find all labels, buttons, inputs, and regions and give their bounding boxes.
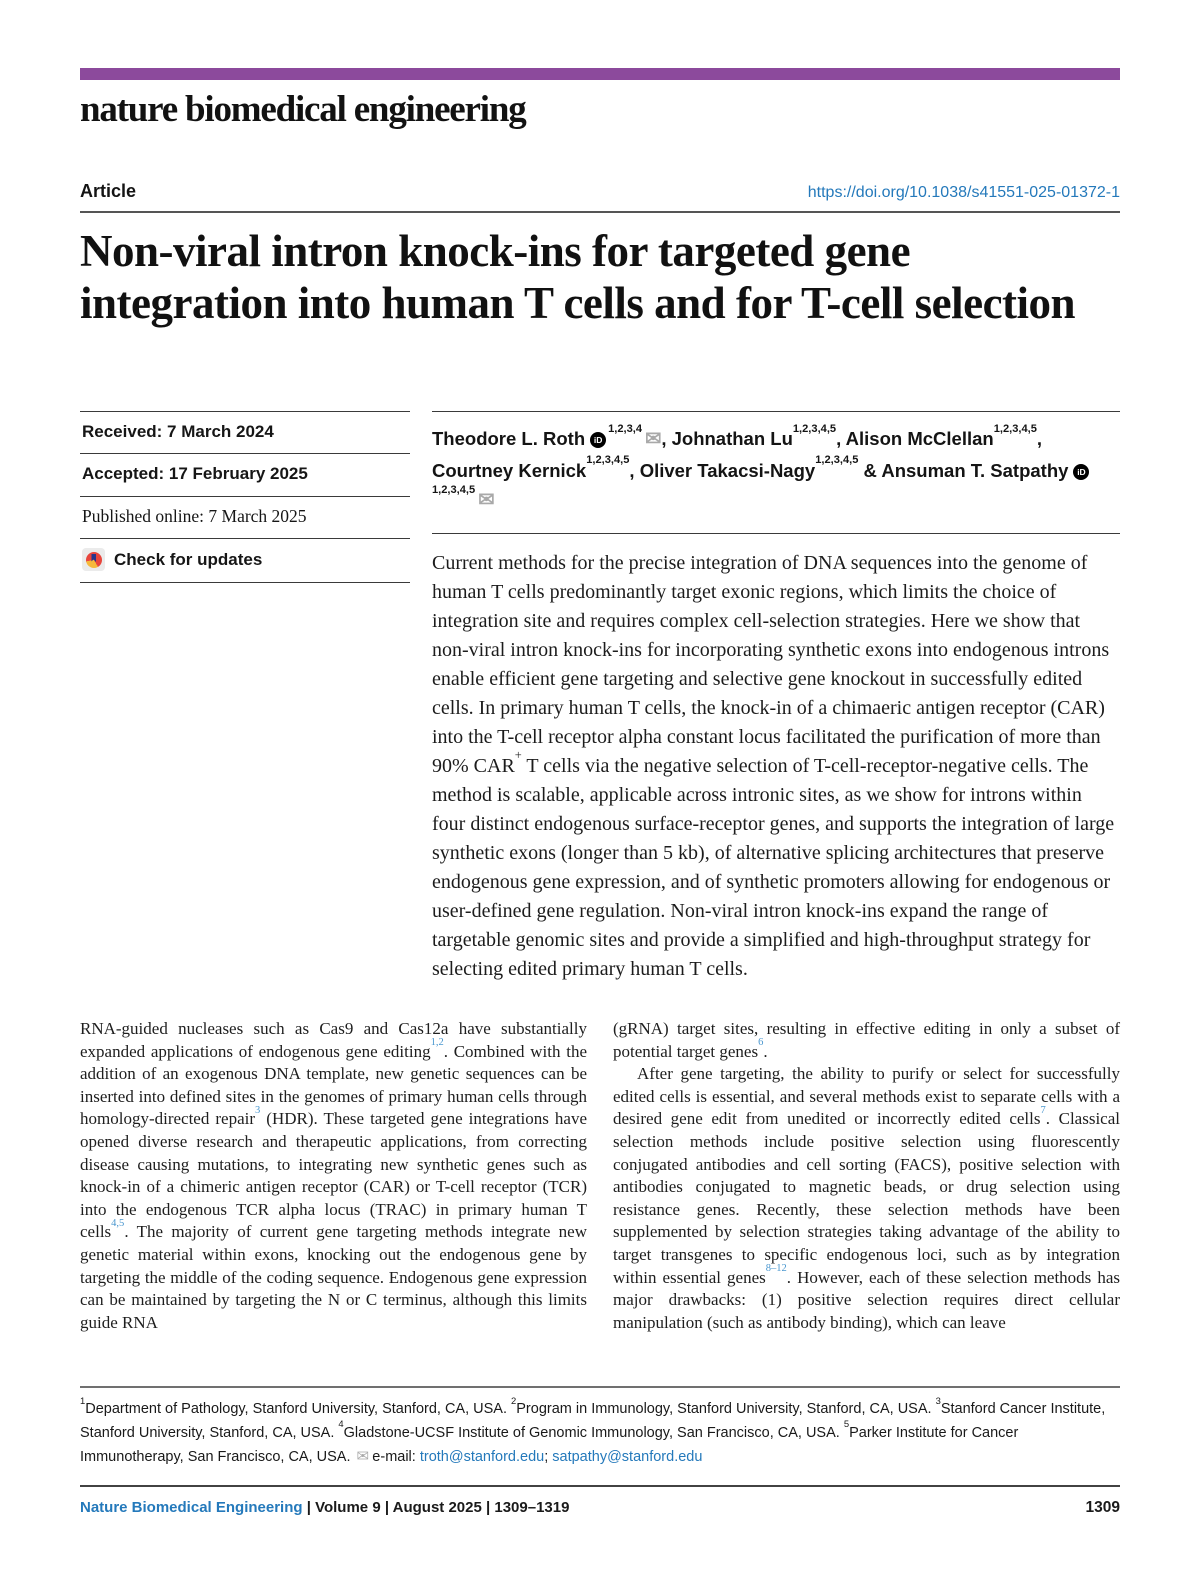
author-affiliation-sup: 1,2,3,4,5 bbox=[993, 422, 1037, 435]
info-section bbox=[80, 411, 1120, 984]
citation-ref[interactable]: 6 bbox=[758, 1037, 764, 1049]
author-name: Theodore L. Roth iD$^{1,2,3,4}$ ✉ bbox=[432, 422, 662, 451]
author-affiliation-sup: 1,2,3,4,5 bbox=[792, 422, 837, 435]
superscript: 1 bbox=[80, 1394, 86, 1406]
published-date: Published online: 7 March 2025 bbox=[80, 496, 410, 539]
check-for-updates-label: Check for updates bbox=[114, 550, 263, 570]
authors-and-abstract bbox=[432, 411, 1120, 984]
superscript: + bbox=[514, 747, 522, 762]
body-paragraph: (gRNA) target sites, resulting in effective editing in only a subset of potential target genes$^6$. bbox=[613, 1018, 1120, 1061]
affiliations-footnote bbox=[80, 1386, 1120, 1469]
email-icon[interactable]: ✉ bbox=[478, 489, 495, 512]
author-affiliation-sup: 1,2,3,4,5 bbox=[586, 454, 630, 467]
journal-logotype: nature biomedical engineering bbox=[80, 89, 526, 130]
citation-ref[interactable]: 3 bbox=[255, 1104, 261, 1116]
author-name: Oliver Takacsi-Nagy$^{1,2,3,4,5}$ bbox=[639, 454, 859, 481]
orcid-icon[interactable]: iD bbox=[1073, 464, 1089, 480]
author-affiliation-sup: 1,2,3,4 bbox=[608, 422, 643, 435]
crossmark-icon bbox=[82, 548, 105, 571]
page-number: 1309 bbox=[1085, 1499, 1120, 1517]
article-header-row bbox=[80, 181, 1120, 202]
orcid-icon[interactable]: iD bbox=[590, 432, 606, 448]
paper-title: Non-viral intron knock-ins for targeted gene integration into human T cells and for T-cell selection bbox=[80, 225, 1076, 328]
email-link-troth[interactable]: troth@stanford.edu bbox=[419, 1448, 545, 1465]
citation-ref[interactable]: 1,2 bbox=[430, 1037, 444, 1049]
footer-journal-link[interactable]: Nature Biomedical Engineering bbox=[80, 1499, 303, 1517]
footer-citation bbox=[80, 1499, 569, 1516]
body-paragraph: RNA-guided nucleases such as Cas9 and Cas12a have substantially expanded applications of endogenous gene editing$^{1,2}$. Combined with the addition of an exogenous DNA template, new genetic sequences can be inserted into defined sites in the genomes of primary human cells through homology-directed repair$^3$ (HDR). These targeted gene integrations have opened diverse research and therapeutic applications, from correcting disease causing mutations, to integrating new synthetic genes such as knock-in of a chimeric antigen receptor (CAR) or T-cell receptor (TCR) into the endogenous TCR alpha locus (TRAC) in primary human T cells$^{4,5}$. The majority of current gene targeting methods integrate new genetic material within exons, knocking out the endogenous gene by targeting the middle of the coding sequence. Endogenous gene expression can be maintained by targeting the N or C terminus, although this limits guide RNA bbox=[80, 1018, 587, 1332]
email-icon: ✉ bbox=[356, 1447, 370, 1465]
article-body bbox=[80, 1018, 1120, 1335]
journal-accent-bar bbox=[80, 68, 1120, 80]
citation-ref[interactable]: 8–12 bbox=[765, 1263, 787, 1275]
superscript: 2 bbox=[511, 1394, 517, 1406]
page-footer bbox=[80, 1485, 1120, 1517]
received-date: Received: 7 March 2024 bbox=[80, 411, 410, 453]
article-history bbox=[80, 411, 410, 583]
superscript: 4 bbox=[338, 1418, 344, 1430]
author-affiliation-sup: 1,2,3,4,5 bbox=[432, 484, 476, 497]
footer-volume-info: | Volume 9 | August 2025 | 1309–1319 bbox=[306, 1499, 570, 1517]
email-icon[interactable]: ✉ bbox=[645, 428, 662, 451]
superscript: 3 bbox=[935, 1394, 941, 1406]
author-name: Alison McClellan$^{1,2,3,4,5}$ bbox=[845, 422, 1037, 450]
author-affiliation-sup: 1,2,3,4,5 bbox=[815, 454, 859, 467]
body-paragraph: After gene targeting, the ability to purify or select for successfully edited cells is essential, and several methods exist to separate cells with a desired gene edit from unedited or incorrectly edited cells$^7$. Classical selection methods include positive selection using fluorescently conjugated antibodies and cell sorting (FACS), positive selection with antibodies conjugated to magnetic beads, or drug selection using resistance genes. Recently, these selection methods have been supplemented by selection strategies taking advantage of the ability to target transgenes to specific endogenous loci, such as by integration within essential genes$^{8-12}$. However, each of these selection methods has major drawbacks: (1) positive selection requires direct cellular manipulation (such as antibody binding), which can leave bbox=[613, 1064, 1120, 1332]
check-for-updates[interactable] bbox=[80, 538, 410, 582]
affiliations-text: $^1$Department of Pathology, Stanford University, Stanford, CA, USA. $^2$Program in Immunology, Stanford University, Stanford, CA, USA. $^3$Stanford Cancer Institute, Stanford University, Stanford, CA, USA. $^4$Gladstone-UCSF Institute of Genomic Immunology, San Francisco, CA, USA. $^5$Parker Institute for Cancer Immunotherapy, San Francisco, CA, USA. bbox=[80, 1394, 1106, 1465]
citation-ref[interactable]: 7 bbox=[1040, 1104, 1046, 1116]
author-name: Ansuman T. Satpathy iD$^{1,2,3,4,5}$ ✉ bbox=[432, 460, 1091, 511]
email-link-satpathy[interactable]: satpathy@stanford.edu bbox=[552, 1448, 703, 1465]
author-name: Johnathan Lu$^{1,2,3,4,5}$ bbox=[671, 422, 837, 450]
header-divider bbox=[80, 211, 1120, 213]
citation-ref[interactable]: 4,5 bbox=[111, 1218, 125, 1230]
email-label: e-mail: bbox=[372, 1448, 416, 1465]
doi-link[interactable]: https://doi.org/10.1038/s41551-025-01372-1 bbox=[807, 183, 1120, 201]
abstract-text: Current methods for the precise integration of DNA sequences into the genome of human T cells predominantly target exonic regions, which limits the choice of integration site and requires complex cell-selection strategies. Here we show that non-viral intron knock-ins for incorporating synthetic exons into endogenous introns enable efficient gene targeting and selective gene knockout in successfully edited cells. In primary human T cells, the knock-in of a chimaeric antigen receptor (CAR) into the T-cell receptor alpha constant locus facilitated the purification of more than 90% CAR+ T cells via the negative selection of T-cell-receptor-negative cells. The method is scalable, applicable across intronic sites, as we show for introns within four distinct endogenous surface-receptor genes, and supports the integration of large synthetic exons (longer than 5 kb), of alternative splicing architectures that preserve endogenous gene expression, and of synthetic promoters allowing for endogenous or user-defined gene regulation. Non-viral intron knock-ins expand the range of targetable genomic sites and provide a simplified and high-throughput strategy for selecting edited primary human T cells. bbox=[432, 533, 1120, 984]
accepted-date: Accepted: 17 February 2025 bbox=[80, 453, 410, 495]
authors-line: Theodore L. Roth iD$^{1,2,3,4}$ ✉, Johnathan Lu$^{1,2,3,4,5}$, Alison McClellan$^{1,2,3,4,5}$, Courtney Kernick$^{1,2,3,4,5}$, Oliver Takacsi-Nagy$^{1,2,3,4,5}$ & Ansuman T. Satpathy iD$^{1,2,3,4,5}$ ✉ bbox=[432, 411, 1120, 517]
email-separator: ; bbox=[544, 1448, 549, 1465]
superscript: 5 bbox=[843, 1418, 850, 1430]
body-column-right bbox=[613, 1018, 1120, 1335]
article-type-label: Article bbox=[80, 180, 137, 201]
body-column-left bbox=[80, 1018, 587, 1335]
author-name: Courtney Kernick$^{1,2,3,4,5}$ bbox=[432, 454, 630, 481]
